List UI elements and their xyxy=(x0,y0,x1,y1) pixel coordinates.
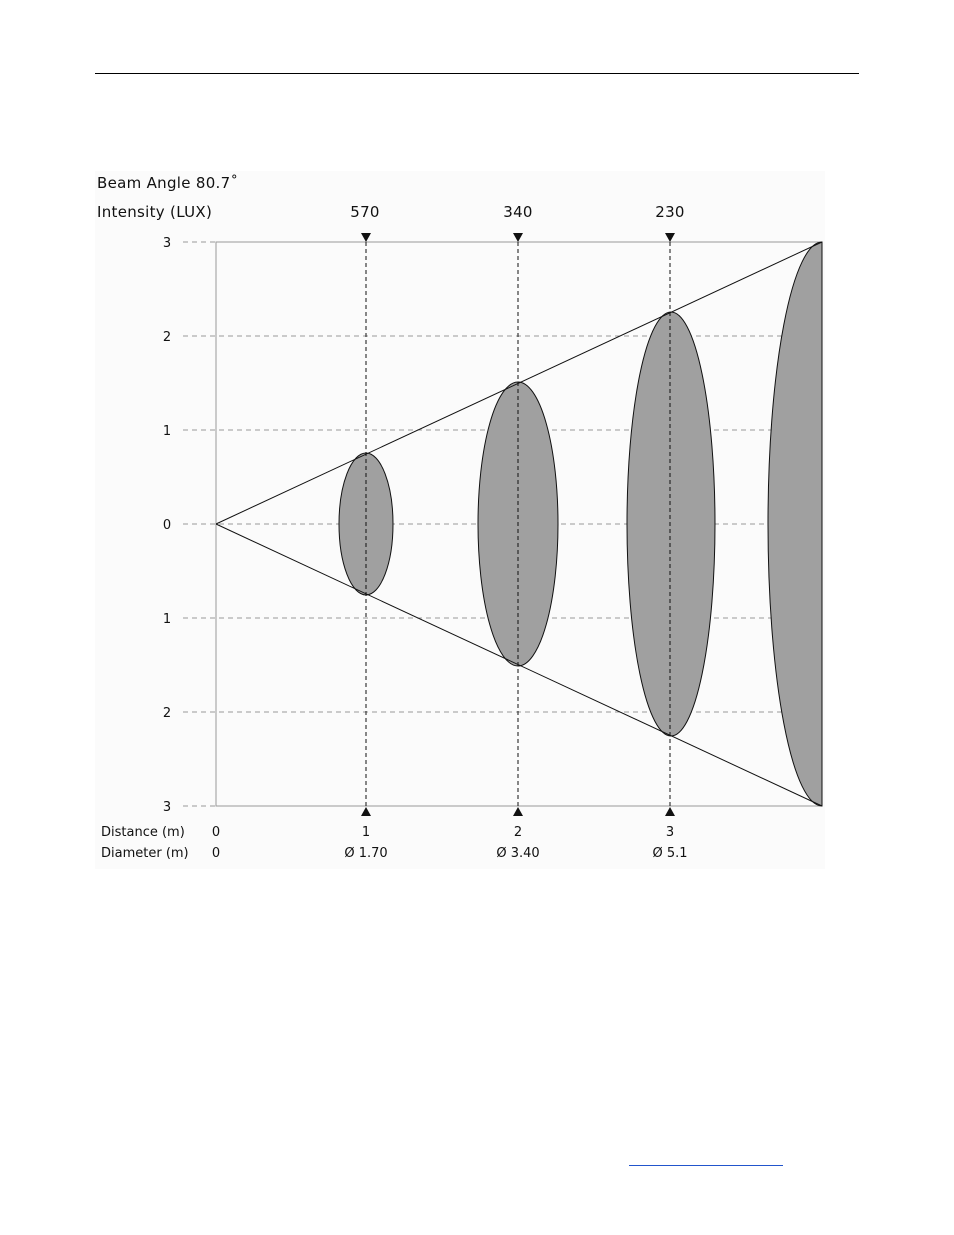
y-tick-label: 0 xyxy=(162,518,172,533)
diameter-value-1: Ø 1.70 xyxy=(344,846,388,861)
lux-label-2: 340 xyxy=(503,203,533,221)
footer-link[interactable] xyxy=(629,1153,783,1166)
diameter-value-3: Ø 5.1 xyxy=(652,846,688,861)
y-tick-label: 2 xyxy=(162,330,172,345)
distance-value-3: 3 xyxy=(665,825,675,840)
lux-label-3: 230 xyxy=(655,203,685,221)
distance-value-2: 2 xyxy=(513,825,523,840)
lux-label-1: 570 xyxy=(350,203,380,221)
distance-row-label: Distance (m) xyxy=(101,825,185,840)
top-marker-3m xyxy=(665,233,675,242)
top-marker-1m xyxy=(361,233,371,242)
top-marker-2m xyxy=(513,233,523,242)
y-tick-label: 1 xyxy=(162,612,172,627)
y-tick-label: 3 xyxy=(162,236,172,251)
beam-spot-4m xyxy=(768,242,822,806)
y-tick-label: 2 xyxy=(162,706,172,721)
intensity-label: Intensity (LUX) xyxy=(97,203,213,221)
y-tick-label: 1 xyxy=(162,424,172,439)
beam-angle-label: Beam Angle 80.7˚ xyxy=(97,174,239,192)
diameter-row-label: Diameter (m) xyxy=(101,846,189,861)
bottom-marker-2m xyxy=(513,807,523,816)
diameter-value-2: Ø 3.40 xyxy=(496,846,540,861)
bottom-marker-1m xyxy=(361,807,371,816)
beam-spot-3m xyxy=(627,312,715,736)
distance-value-1: 1 xyxy=(361,825,371,840)
y-tick-label: 3 xyxy=(162,800,172,815)
diameter-value-0: 0 xyxy=(211,846,221,861)
distance-value-0: 0 xyxy=(211,825,221,840)
bottom-marker-3m xyxy=(665,807,675,816)
